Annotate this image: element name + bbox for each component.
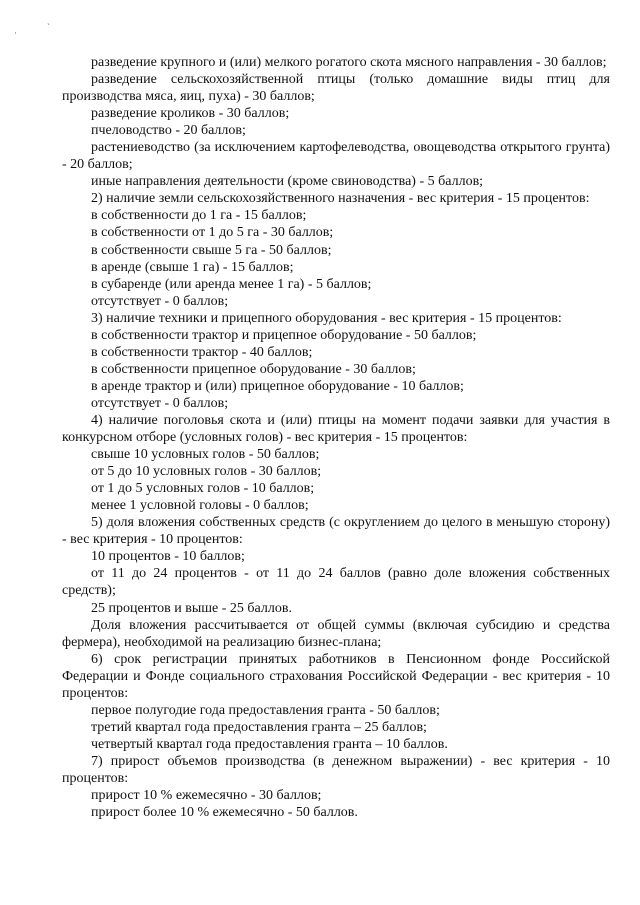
paragraph: растениеводство (за исключением картофелеводства, овощеводства открытого грунта) - 20 баллов; xyxy=(62,140,610,173)
paragraph: первое полугодие года предоставления гранта - 50 баллов; xyxy=(91,702,440,718)
scan-mark-left: · xyxy=(14,28,17,38)
paragraph: в собственности прицепное оборудование - 30 баллов; xyxy=(91,361,416,377)
paragraph: разведение сельскохозяйственной птицы (только домашние виды птиц для производства мяса, яиц, пуха) - 30 баллов; xyxy=(62,72,610,105)
paragraph: разведение кроликов - 30 баллов; xyxy=(91,106,290,122)
paragraph: свыше 10 условных голов - 50 баллов; xyxy=(91,447,320,463)
paragraph: в аренде трактор и (или) прицепное оборудование - 10 баллов; xyxy=(91,378,464,394)
paragraph: в собственности от 1 до 5 га - 30 баллов; xyxy=(91,225,334,241)
paragraph: четвертый квартал года предоставления гранта – 10 баллов. xyxy=(91,736,448,752)
paragraph: 3) наличие техники и прицепного оборудования - вес критерия - 15 процентов: xyxy=(91,310,562,326)
paragraph: в собственности до 1 га - 15 баллов; xyxy=(91,208,307,224)
paragraph: от 5 до 10 условных голов - 30 баллов; xyxy=(91,464,322,480)
paragraph: в субаренде (или аренда менее 1 га) - 5 баллов; xyxy=(91,276,372,292)
paragraph: разведение крупного и (или) мелкого рогатого скота мясного направления - 30 баллов; xyxy=(91,55,607,70)
paragraph: иные направления деятельности (кроме свиноводства) - 5 баллов; xyxy=(91,174,484,190)
paragraph: прирост 10 % ежемесячно - 30 баллов; xyxy=(91,788,322,804)
paragraph: от 11 до 24 процентов - от 11 до 24 баллов (равно доле вложения собственных средств); xyxy=(62,566,610,599)
paragraph: в собственности трактор и прицепное оборудование - 50 баллов; xyxy=(91,327,477,343)
paragraph: 2) наличие земли сельскохозяйственного назначения - вес критерия - 15 процентов: xyxy=(91,191,590,207)
paragraph: прирост более 10 % ежемесячно - 50 баллов. xyxy=(91,805,358,821)
paragraph: в собственности свыше 5 га - 50 баллов; xyxy=(91,242,332,258)
scan-mark-right: ˋ xyxy=(47,22,50,32)
paragraph: Доля вложения рассчитывается от общей суммы (включая субсидию и средства фермера), необходимой на реализацию бизнес-плана; xyxy=(62,617,610,650)
paragraph: в аренде (свыше 1 га) - 15 баллов; xyxy=(91,259,294,275)
paragraph: 10 процентов - 10 баллов; xyxy=(91,549,245,565)
paragraph: 5) доля вложения собственных средств (с округлением до целого в меньшую сторону) - вес критерия - 10 процентов: xyxy=(62,515,610,548)
paragraph: 6) срок регистрации принятых работников в Пенсионном фонде Российской Федерации и Фонде социального страхования Российской Федерации - вес критерия - 10 процентов: xyxy=(62,651,610,701)
paragraph: отсутствует - 0 баллов; xyxy=(91,293,229,309)
paragraph: 4) наличие поголовья скота и (или) птицы на момент подачи заявки для участия в конкурсном отборе (условных голов) - вес критерия - 15 процентов: xyxy=(62,412,610,446)
paragraph: в собственности трактор - 40 баллов; xyxy=(91,344,313,360)
paragraph: менее 1 условной головы - 0 баллов; xyxy=(91,498,309,514)
paragraph: отсутствует - 0 баллов; xyxy=(91,395,229,411)
paragraph: от 1 до 5 условных голов - 10 баллов; xyxy=(91,481,315,497)
document-body xyxy=(62,54,610,821)
paragraph: 7) прирост объемов производства (в денежном выражении) - вес критерия - 10 процентов: xyxy=(62,753,610,786)
paragraph: пчеловодство - 20 баллов; xyxy=(91,123,246,139)
paragraph: 25 процентов и выше - 25 баллов. xyxy=(91,600,292,616)
paragraph: третий квартал года предоставления гранта – 25 баллов; xyxy=(91,719,427,735)
